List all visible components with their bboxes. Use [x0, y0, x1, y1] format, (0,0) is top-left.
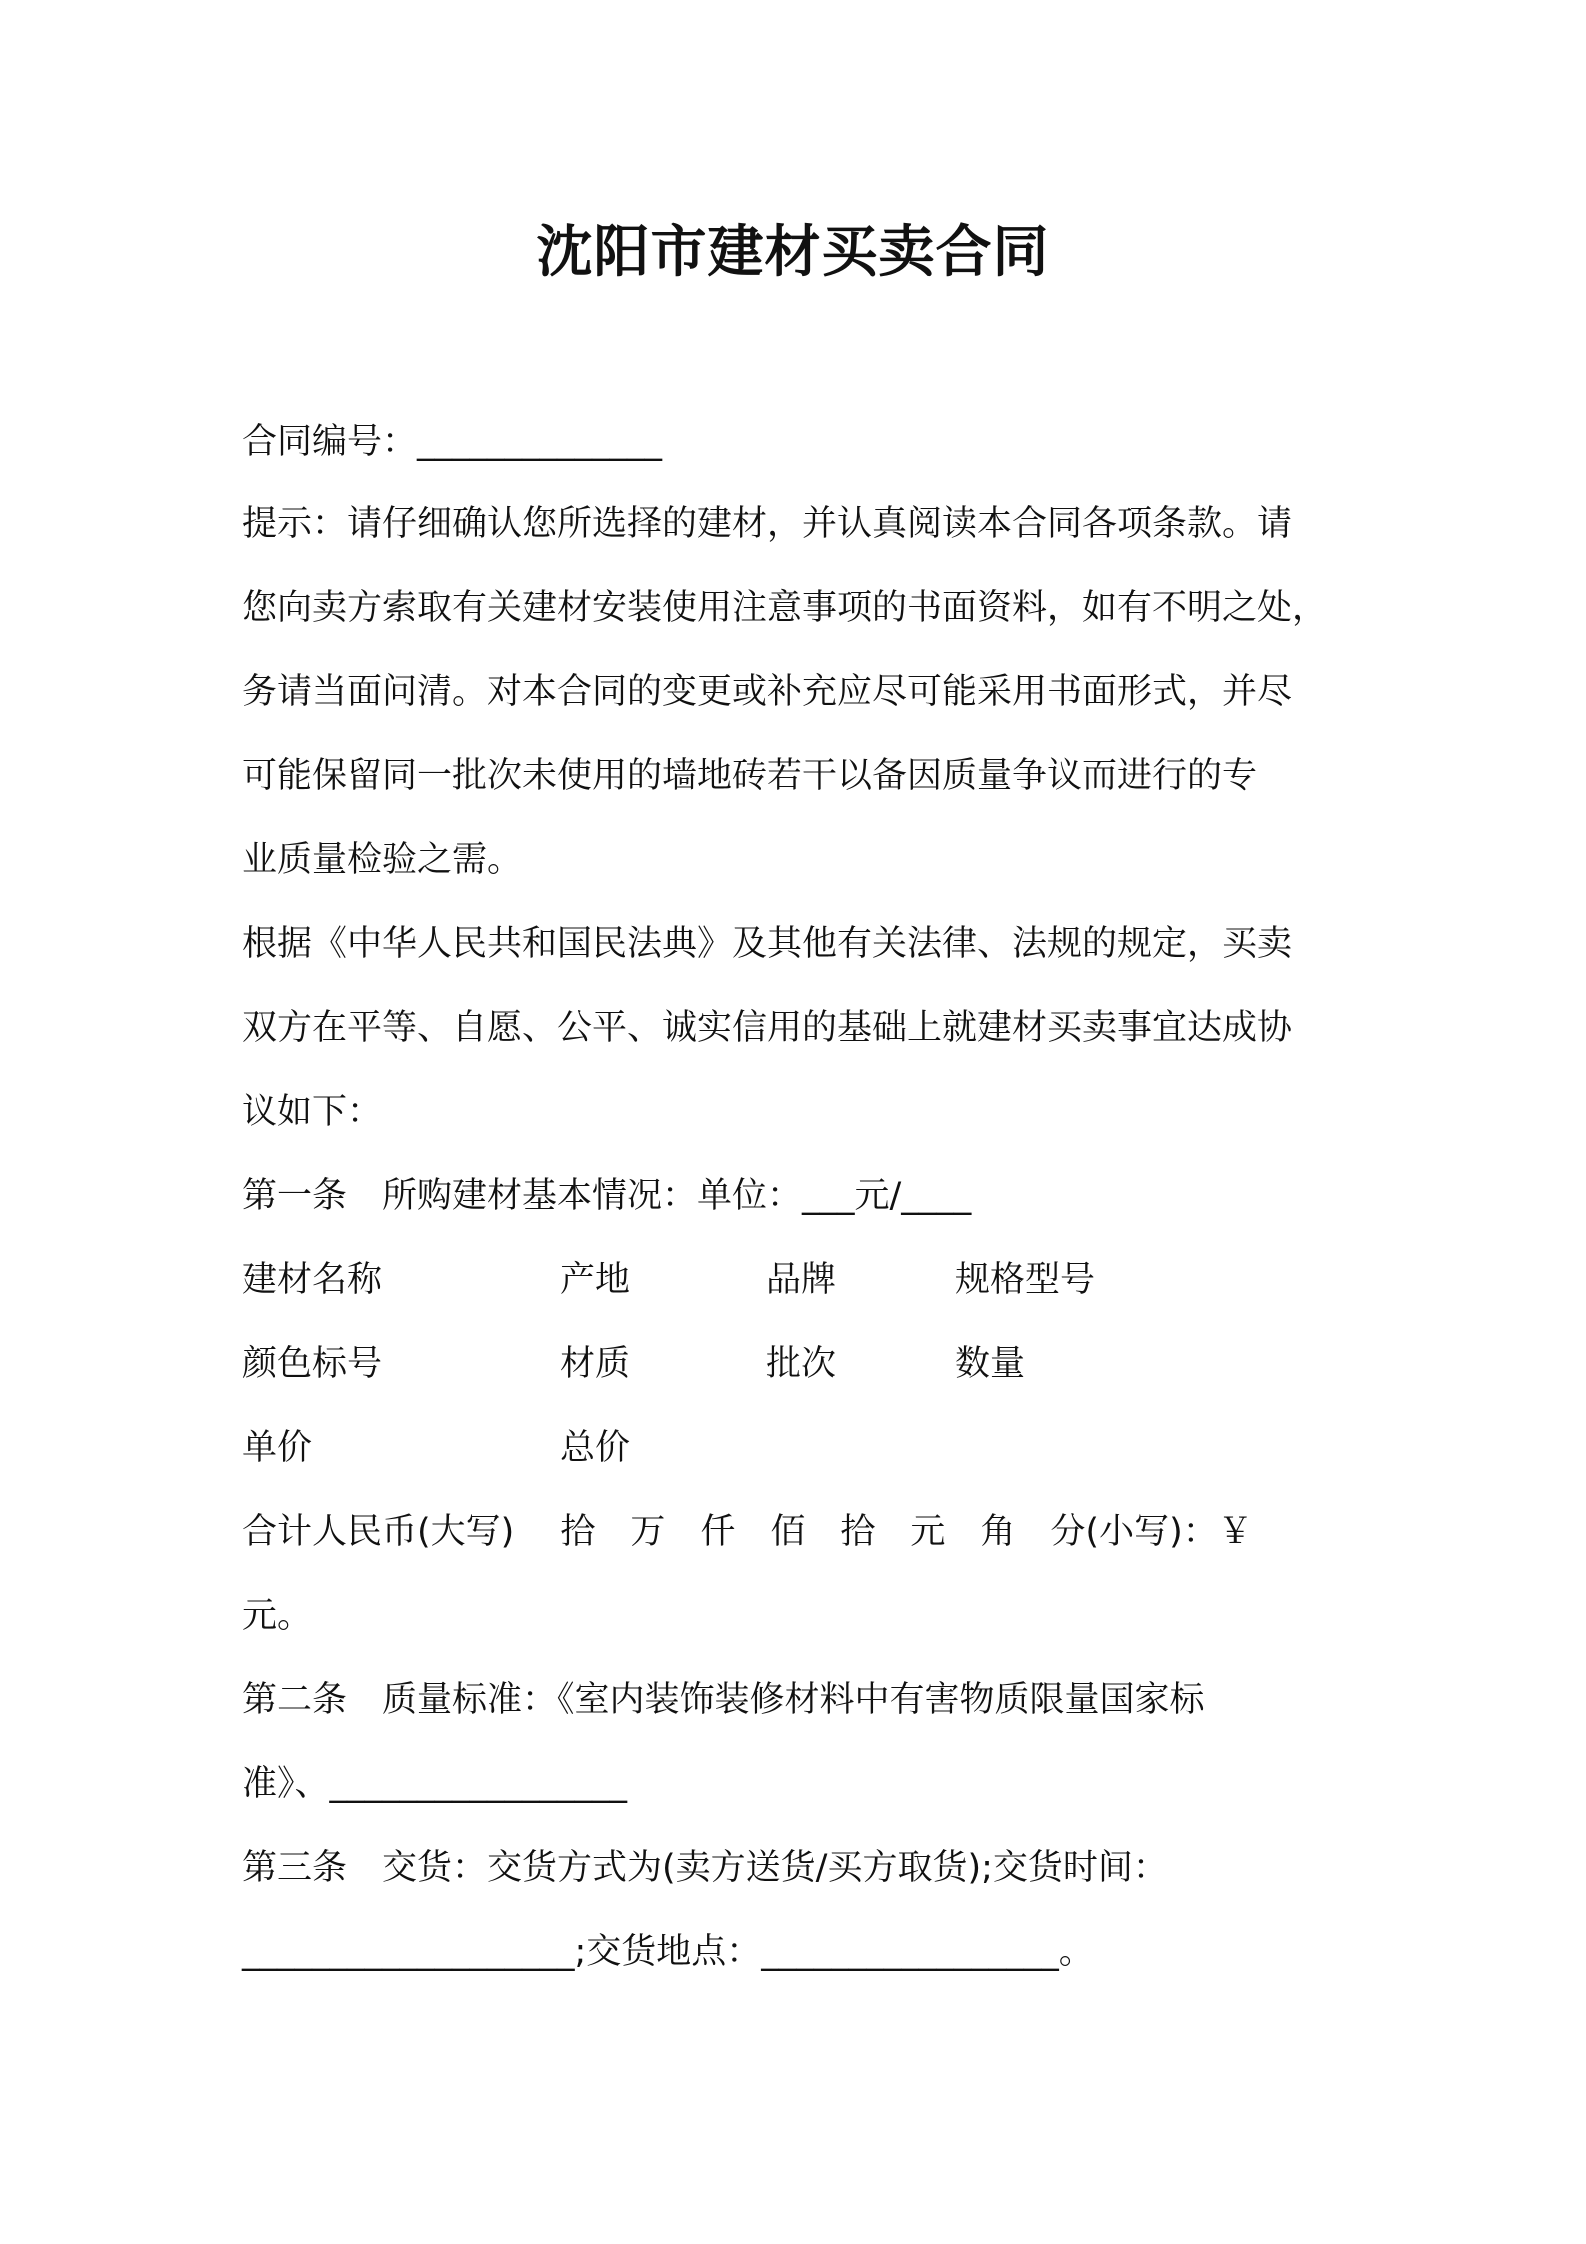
- article-2-line-1: 第二条 质量标准：《室内装饰装修材料中有害物质限量国家标: [242, 1680, 1205, 1720]
- article-3-line-2: ___________________;交货地点：_________________。: [242, 1932, 1094, 1972]
- tip-line-3: 务请当面问清。对本合同的变更或补充应尽可能采用书面形式，并尽: [242, 672, 1293, 712]
- article-2-line-2: 准》、_________________: [242, 1764, 628, 1804]
- field-spec-model: 规格型号: [955, 1260, 1096, 1300]
- article-1-heading: 第一条 所购建材基本情况：单位：___元/____: [242, 1176, 972, 1216]
- field-unit-price: 单价: [242, 1428, 313, 1468]
- basis-line-2: 双方在平等、自愿、公平、诚实信用的基础上就建材买卖事宜达成协: [242, 1008, 1293, 1048]
- field-color-code: 颜色标号: [242, 1344, 383, 1384]
- field-total-price: 总价: [560, 1428, 631, 1468]
- field-quantity: 数量: [955, 1344, 1026, 1384]
- document-title: 沈阳市建材买卖合同: [536, 220, 1050, 285]
- total-amount-line: 合计人民币(大写) 拾 万 仟 佰 拾 元 角 分(小写)：￥: [242, 1512, 1253, 1552]
- contract-number-line: 合同编号：______________: [242, 422, 663, 462]
- field-material-name: 建材名称: [242, 1260, 383, 1300]
- field-material: 材质: [560, 1344, 631, 1384]
- tip-line-1: 提示：请仔细确认您所选择的建材，并认真阅读本合同各项条款。请: [242, 504, 1293, 544]
- tip-line-5: 业质量检验之需。: [242, 840, 523, 880]
- total-amount-end: 元。: [242, 1596, 313, 1636]
- basis-line-1: 根据《中华人民共和国民法典》及其他有关法律、法规的规定，买卖: [242, 924, 1293, 964]
- tip-line-4: 可能保留同一批次未使用的墙地砖若干以备因质量争议而进行的专: [242, 756, 1258, 796]
- tip-line-2: 您向卖方索取有关建材安装使用注意事项的书面资料，如有不明之处，: [242, 588, 1328, 628]
- article-3-line-1: 第三条 交货：交货方式为(卖方送货/买方取货);交货时间：: [242, 1848, 1168, 1888]
- field-origin: 产地: [560, 1260, 631, 1300]
- field-batch: 批次: [766, 1344, 837, 1384]
- field-brand: 品牌: [766, 1260, 837, 1300]
- basis-line-3: 议如下：: [242, 1092, 383, 1132]
